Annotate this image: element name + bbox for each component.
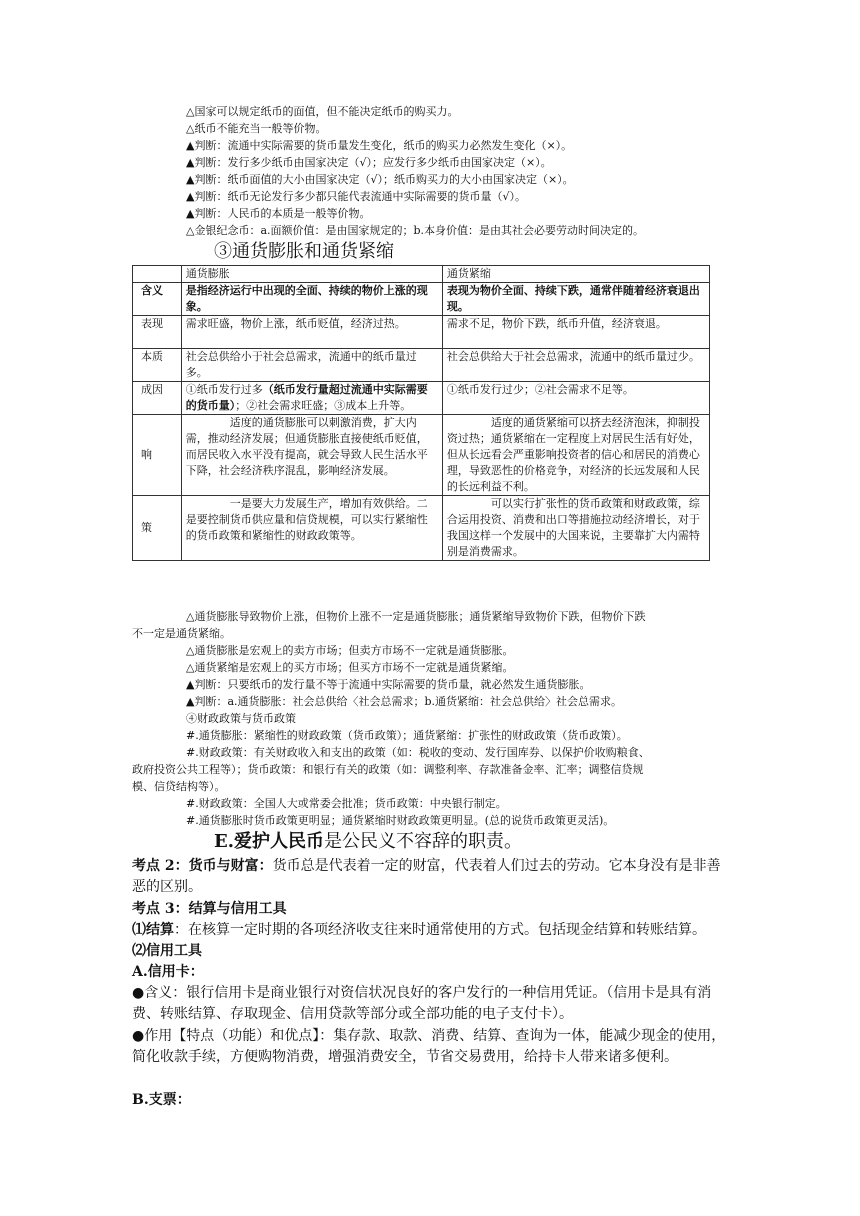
table-header-cell: 通货膨胀 <box>181 266 442 283</box>
row-key: 响 <box>133 415 182 496</box>
kd3-heading: 考点 3：结算与信用工具 <box>132 901 287 917</box>
text-line: ▲判断：纸币面值的大小由国家决定（√）；纸币购买力的大小由国家决定（×）。 <box>186 173 574 186</box>
table-row <box>133 382 710 415</box>
text-line: #.财政政策：全国人大或常委会批准；货币政策：中央银行制定。 <box>186 797 507 810</box>
kd2-text: 货币总是代表着一定的财富，代表着人们过去的劳动。它本身没有是非善恶的区别。 <box>132 858 721 895</box>
table-row <box>133 316 710 349</box>
table-header-row <box>133 266 710 283</box>
table-cell: 可以实行扩张性的货币政策和财政政策，综合运用投资、消费和出口等措施拉动经济增长，对于我国这样一个发展中的大国来说，主要靠扩大内需特别是消费需求。 <box>442 496 709 561</box>
text-line: ▲判断：流通中实际需要的货币量发生变化，纸币的购买力必然发生变化（×）。 <box>186 139 573 152</box>
table-row <box>133 415 710 496</box>
paragraph-kd2 <box>132 856 732 898</box>
table-cell: 一是要大力发展生产，增加有效供给。二是要控制货币供应量和信贷规模，可以实行紧缩性的货币政策和紧缩性的财政政策等。 <box>181 496 442 561</box>
row-key: 表现 <box>133 316 182 349</box>
cheque-heading: B.支票： <box>132 1092 191 1108</box>
text-line: △国家可以规定纸币的面值，但不能决定纸币的购买力。 <box>186 105 459 118</box>
cause-text: ；②社会需求旺盛；③成本上升等。 <box>235 399 412 412</box>
row-key: 策 <box>133 496 182 561</box>
row-key: 本质 <box>133 349 182 382</box>
text-line: ▲判断：纸币无论发行多少都只能代表流通中实际需要的货币量（√）。 <box>186 190 526 203</box>
section-title: ③通货膨胀和通货紧缩 <box>214 241 394 262</box>
credit-card-definition: ●含义：银行信用卡是商业银行对资信状况良好的客户发行的一种信用凭证。（信用卡是具有消费、转账结算、存取现金、信用贷款等部分或全部功能的电子支付卡）。 <box>132 985 712 1022</box>
credit-card-function: ●作用【特点（功能）和优点】：集存款、取款、消费、结算、查询为一体，能减少现金的使用，简化收款手续，方便购物消费，增强消费安全，节省交易费用，给持卡人带来诸多便利。 <box>132 1028 726 1065</box>
table-cell: 适度的通货膨胀可以刺激消费，扩大内需，推动经济发展；但通货膨胀直接使纸币贬值，而居民收入水平没有提高，就会导致人民生活水平下降，社会经济秩序混乱，影响经济发展。 <box>181 415 442 496</box>
settlement-label: ⑴结算 <box>132 922 174 938</box>
table-cell: 适度的通货紧缩可以挤去经济泡沫，抑制投资过热；通货紧缩在一定程度上对居民生活有好处，但从长远看会严重影响投资者的信心和居民的消费心理，导致恶性的价格竞争，对经济的长远发展和人民的长远利益不利。 <box>442 415 709 496</box>
table-cell <box>181 382 442 415</box>
text-line: △通货紧缩是宏观上的买方市场；但买方市场不一定就是通货紧缩。 <box>186 661 514 674</box>
text-line: ④财政政策与货币政策 <box>186 712 296 725</box>
text-line: ▲判断：人民币的本质是一般等价物。 <box>186 207 371 220</box>
text-line: △通货膨胀是宏观上的卖方市场；但卖方市场不一定就是通货膨胀。 <box>186 644 514 657</box>
subsection-title-rest: 是公民义不容辞的职责。 <box>324 831 522 852</box>
row-key: 成因 <box>133 382 182 415</box>
text-line: △纸币不能充当一般等价物。 <box>186 122 327 135</box>
paragraph-settlement <box>132 920 732 941</box>
table-cell: 社会总供给小于社会总需求，流通中的纸币量过多。 <box>181 349 442 382</box>
comparison-table <box>132 265 710 561</box>
table-cell: 社会总供给大于社会总需求，流通中的纸币量过少。 <box>442 349 709 382</box>
text-line: #.财政政策：有关财政收入和支出的政策（如：税收的变动、发行国库券、以保护价收购粮食、 <box>186 746 650 759</box>
subsection-title <box>214 831 522 853</box>
table-cell: ①纸币发行过少；②社会需求不足等。 <box>442 382 709 415</box>
text-line: 不一定是通货紧缩。 <box>132 627 231 640</box>
kd2-label: 考点 2：货币与财富： <box>132 858 273 874</box>
table-header-cell: 通货紧缩 <box>442 266 709 283</box>
text-line: #.通货膨胀时货币政策更明显；通货紧缩时财政政策更明显。(总的说货币政策更灵活)。 <box>186 814 615 827</box>
cause-text: ①纸币发行过多 <box>185 383 263 396</box>
text-line: △通货膨胀导致物价上涨，但物价上涨不一定是通货膨胀；通货紧缩导致物价下跌，但物价下跌 <box>186 610 646 623</box>
row-key: 含义 <box>133 283 182 316</box>
text-line: 模、信贷结构等）。 <box>132 780 226 793</box>
table-row <box>133 349 710 382</box>
table-cell: 需求旺盛，物价上涨，纸币贬值，经济过热。 <box>181 316 442 349</box>
subsection-title-bold: E.爱护人民币 <box>214 831 324 852</box>
table-cell: 需求不足，物价下跌，纸币升值，经济衰退。 <box>442 316 709 349</box>
text-line: ▲判断：a.通货膨胀：社会总供给〈社会总需求；b.通货紧缩：社会总供给〉社会总需求。 <box>186 695 623 708</box>
cause-emphasis: （纸币发行量超过流通中实际需要的货币量） <box>185 383 428 412</box>
credit-tools-heading: ⑵信用工具 <box>132 943 202 959</box>
settlement-text: ：在核算一定时期的各项经济收支往来时通常使用的方式。包括现金结算和转账结算。 <box>174 922 706 938</box>
table-cell: 表现为物价全面、持续下跌，通常伴随着经济衰退出现。 <box>442 283 709 316</box>
text-line: ▲判断：只要纸币的发行量不等于流通中实际需要的货币量，就必然发生通货膨胀。 <box>186 678 591 691</box>
table-cell: 是指经济运行中出现的全面、持续的物价上涨的现象。 <box>181 283 442 316</box>
text-line: #.通货膨胀：紧缩性的财政政策（货币政策）；通货紧缩：扩张性的财政政策（货币政策）。 <box>186 729 628 742</box>
credit-card-heading: A.信用卡： <box>132 964 204 980</box>
table-row <box>133 283 710 316</box>
text-line: 政府投资公共工程等）；货币政策：和银行有关的政策（如：调整利率、存款准备金率、汇率；调整信贷规 <box>132 763 644 776</box>
text-line: △金银纪念币：a.面额价值：是由国家规定的；b.本身价值：是由其社会必要劳动时间决定的。 <box>186 224 645 237</box>
table-header-cell <box>133 266 182 283</box>
text-line: ▲判断：发行多少纸币由国家决定（√）；应发行多少纸币由国家决定（×）。 <box>186 156 552 169</box>
table-row <box>133 496 710 561</box>
